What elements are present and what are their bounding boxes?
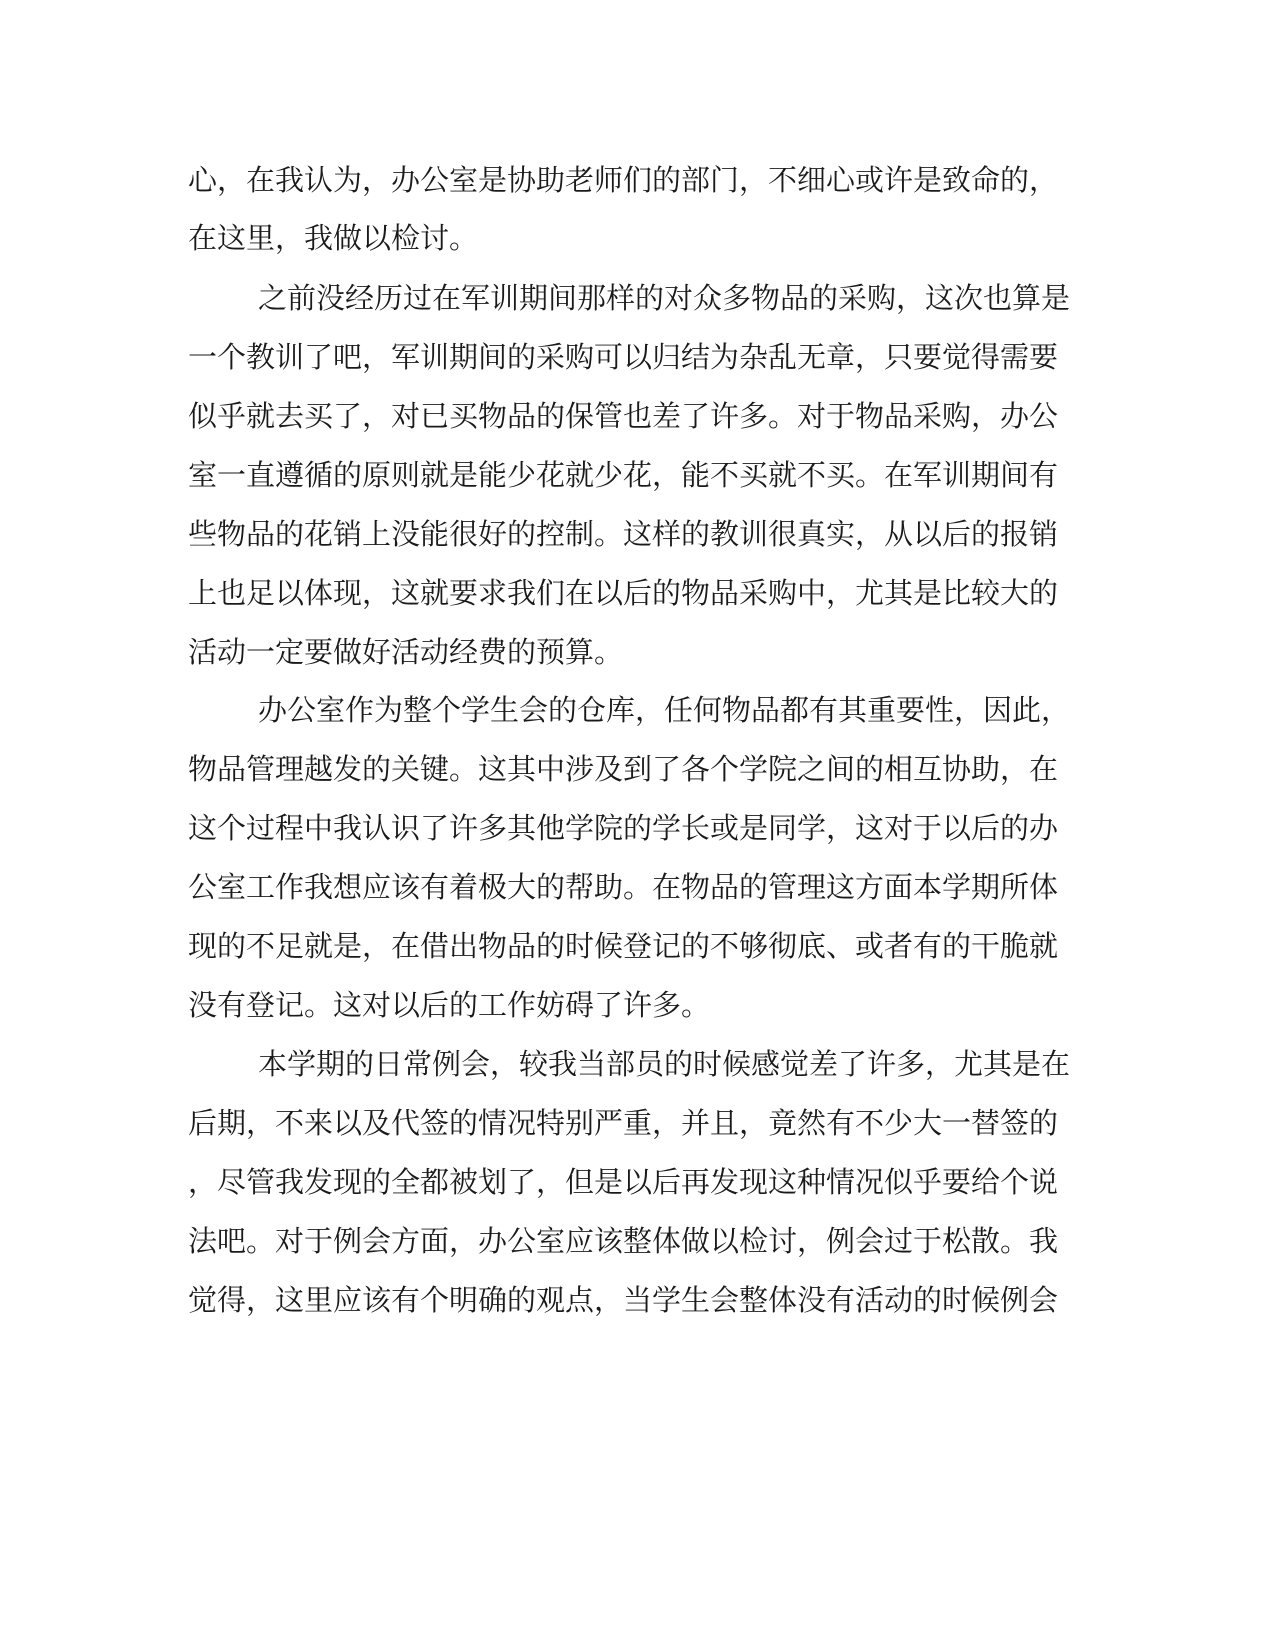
text-line: 现的不足就是，在借出物品的时候登记的不够彻底、或者有的干脆就: [188, 929, 1059, 963]
text-line: 上也足以体现，这就要求我们在以后的物品采购中，尤其是比较大的: [188, 576, 1059, 610]
text-line: 后期，不来以及代签的情况特别严重，并且，竟然有不少大一替签的: [188, 1106, 1059, 1140]
text-line: 觉得，这里应该有个明确的观点，当学生会整体没有活动的时候例会: [188, 1283, 1059, 1317]
text-line: 室一直遵循的原则就是能少花就少花，能不买就不买。在军训期间有: [188, 458, 1059, 492]
text-line: 活动一定要做好活动经费的预算。: [188, 635, 624, 669]
text-line: 些物品的花销上没能很好的控制。这样的教训很真实，从以后的报销: [188, 517, 1059, 551]
paragraph-start-line: 之前没经历过在军训期间那样的对众多物品的采购，这次也算是: [258, 281, 1071, 315]
paragraph-start-line: 本学期的日常例会，较我当部员的时候感觉差了许多，尤其是在: [258, 1047, 1071, 1081]
paragraph-start-line: 办公室作为整个学生会的仓库，任何物品都有其重要性，因此，: [258, 693, 1071, 727]
text-line: 法吧。对于例会方面，办公室应该整体做以检讨，例会过于松散。我: [188, 1224, 1059, 1258]
text-line: 没有登记。这对以后的工作妨碍了许多。: [188, 988, 711, 1022]
text-line: 公室工作我想应该有着极大的帮助。在物品的管理这方面本学期所体: [188, 870, 1059, 904]
text-line: 一个教训了吧，军训期间的采购可以归结为杂乱无章，只要觉得需要: [188, 340, 1059, 374]
text-line: 心，在我认为，办公室是协助老师们的部门，不细心或许是致命的，: [188, 163, 1059, 197]
text-line: 物品管理越发的关键。这其中涉及到了各个学院之间的相互协助，在: [188, 752, 1059, 786]
text-line: ，尽管我发现的全都被划了，但是以后再发现这种情况似乎要给个说: [188, 1165, 1059, 1199]
text-line: 在这里，我做以检讨。: [188, 221, 479, 255]
text-line: 似乎就去买了，对已买物品的保管也差了许多。对于物品采购，办公: [188, 399, 1059, 433]
text-line: 这个过程中我认识了许多其他学院的学长或是同学，这对于以后的办: [188, 811, 1059, 845]
